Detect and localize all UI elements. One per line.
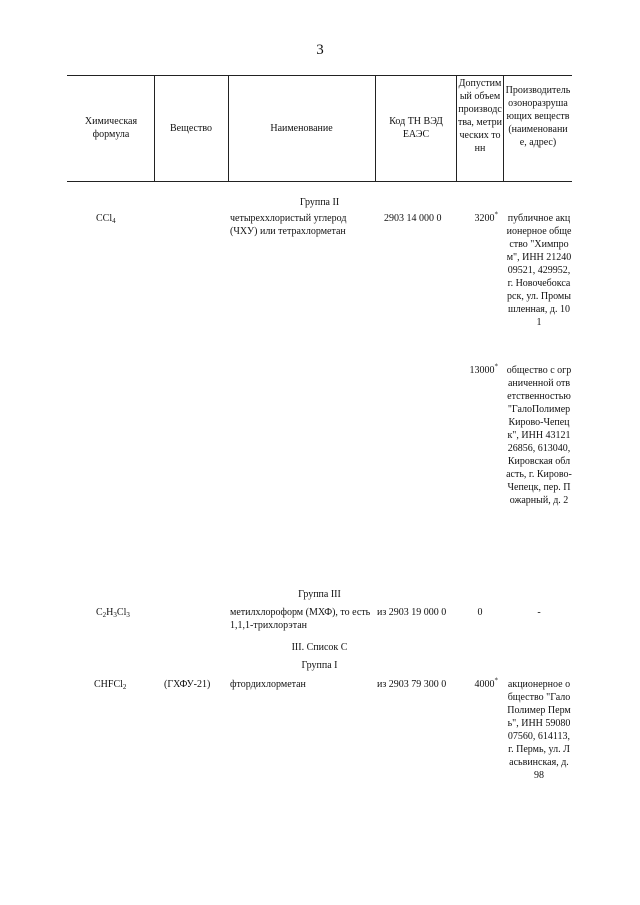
column-divider: [503, 75, 504, 182]
producer-ccl4-1: публичное акционерное общество "Химпром", ИНН 2124009521, 429952, г. Новочебоксарск, ул. Промышленная, д. 101: [506, 213, 572, 328]
code-c2h3cl3: из 2903 19 000 0: [377, 607, 447, 618]
header-bottom-rule: [67, 181, 572, 182]
header-substance: Вещество: [170, 123, 212, 134]
volume-c2h3cl3: 0: [477, 607, 483, 618]
volume-ccl4-1: 3200*: [474, 210, 498, 224]
header-formula: Химическая формула: [84, 116, 138, 140]
header-producer: Производитель озоноразрушающих веществ (наименование, адрес): [505, 85, 571, 148]
column-divider: [154, 75, 155, 182]
column-divider: [375, 75, 376, 182]
header-top-rule: [67, 75, 572, 76]
formula-ccl4: CCl$_4$: [96, 213, 116, 225]
header-volume: Допустимый объем производства, метрических тонн: [458, 78, 503, 154]
section-list-c: III. Список С: [291, 642, 348, 653]
formula-chfcl2: CHFCl$_2$: [94, 679, 127, 691]
header-name: Наименование: [270, 123, 333, 134]
substance-chfcl2: (ГХФУ-21): [164, 679, 211, 690]
code-chfcl2: из 2903 79 300 0: [377, 679, 447, 690]
producer-c2h3cl3: -: [537, 607, 541, 618]
producer-ccl4-2: общество с ограниченной ответственностью "ГалоПолимер Кирово-Чепецк", ИНН 4312126856, 613040, Кировская область, г. Кирово-Чепецк, пер. Пожарный, д. 2: [506, 365, 572, 506]
name-chfcl2: фтордихлорметан: [230, 679, 306, 690]
name-c2h3cl3: метилхлороформ (МХФ), то есть 1,1,1-трихлорэтан: [230, 607, 371, 631]
header-code: Код ТН ВЭД ЕАЭС: [389, 116, 443, 140]
section-group-3: Группа III: [298, 589, 341, 600]
page-number: 3: [316, 42, 324, 58]
producer-chfcl2: акционерное общество "ГалоПолимер Пермь", ИНН 5908007560, 614113, г. Пермь, ул. Ласьвинская, д. 98: [507, 679, 571, 781]
column-divider: [456, 75, 457, 182]
column-divider: [228, 75, 229, 182]
code-ccl4: 2903 14 000 0: [384, 213, 442, 224]
volume-chfcl2: 4000*: [474, 676, 498, 690]
formula-c2h3cl3: $C_2H_3Cl_3$: [96, 607, 130, 619]
section-group-1: Группа I: [301, 660, 338, 671]
name-ccl4: четыреххлористый углерод (ЧХУ) или тетрахлорметан: [230, 213, 347, 237]
volume-ccl4-2: 13000*: [469, 362, 498, 376]
section-group-2: Группа II: [299, 197, 340, 208]
